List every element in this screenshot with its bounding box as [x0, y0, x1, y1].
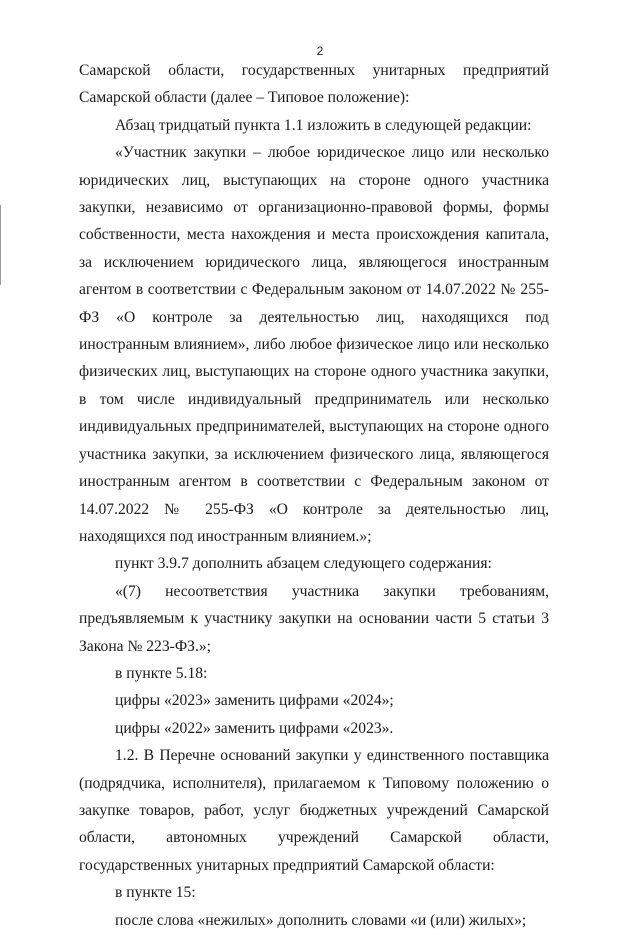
paragraph-digits-2022: цифры «2022» заменить цифрами «2023».	[115, 719, 394, 737]
paragraph-clause-15: в пункте 15:	[115, 884, 196, 902]
paragraph-clause-3-9-7: пункт 3.9.7 дополнить абзацем следующего содержания:	[115, 555, 492, 573]
paragraph-amendment-intro: Абзац тридцатый пункта 1.1 изложить в следующей редакции:	[115, 116, 532, 134]
paragraph-clause-5-18: в пункте 5.18:	[115, 664, 208, 682]
document-body	[79, 57, 549, 934]
paragraph-digits-2023: цифры «2023» заменить цифрами «2024»;	[115, 692, 394, 710]
paragraph-continuation: Самарской области, государственных унитарных предприятий Самарской области (далее – Типовое положение):	[79, 62, 549, 107]
scan-edge-line	[0, 205, 1, 285]
paragraph-participant-definition: «Участник закупки – любое юридическое лицо или несколько юридических лиц, выступающих на стороне одного участника закупки, независимо от организационно-правовой формы, формы собственности, места нахождения и места происхождения капитала, за исключением юридического лица, являющегося иностранным агентом в соответствии с Федеральным законом от 14.07.2022 № 255-ФЗ «О контроле за деятельностью лиц, находящихся под иностранным влиянием», либо любое физическое лицо или несколько физических лиц, выступающих на стороне одного участника закупки, в том числе индивидуальный предприниматель или несколько индивидуальных предпринимателей, выступающих на стороне одного участника закупки, за исключением физического лица, являющегося иностранным агентом в соответствии с Федеральным законом от 14.07.2022 № 255-ФЗ «О контроле за деятельностью лиц, находящихся под иностранным влиянием.»;	[79, 144, 549, 545]
paragraph-section-1-2: 1.2. В Перечне оснований закупки у единственного поставщика (подрядчика, исполнителя), прилагаемом к Типовому положению о закупке товаров, работ, услуг бюджетных учреждений Самарской области, автономных учреждений Самарской области, государственных унитарных предприятий Самарской области:	[79, 747, 549, 874]
paragraph-nonresidential: после слова «нежилых» дополнить словами «и (или) жилых»;	[115, 911, 527, 929]
paragraph-clause-7-text: «(7) несоответствия участника закупки требованиям, предъявляемым к участнику закупки на основании части 5 статьи 3 Закона № 223-ФЗ.»;	[79, 582, 549, 655]
page-number: 2	[316, 44, 324, 58]
